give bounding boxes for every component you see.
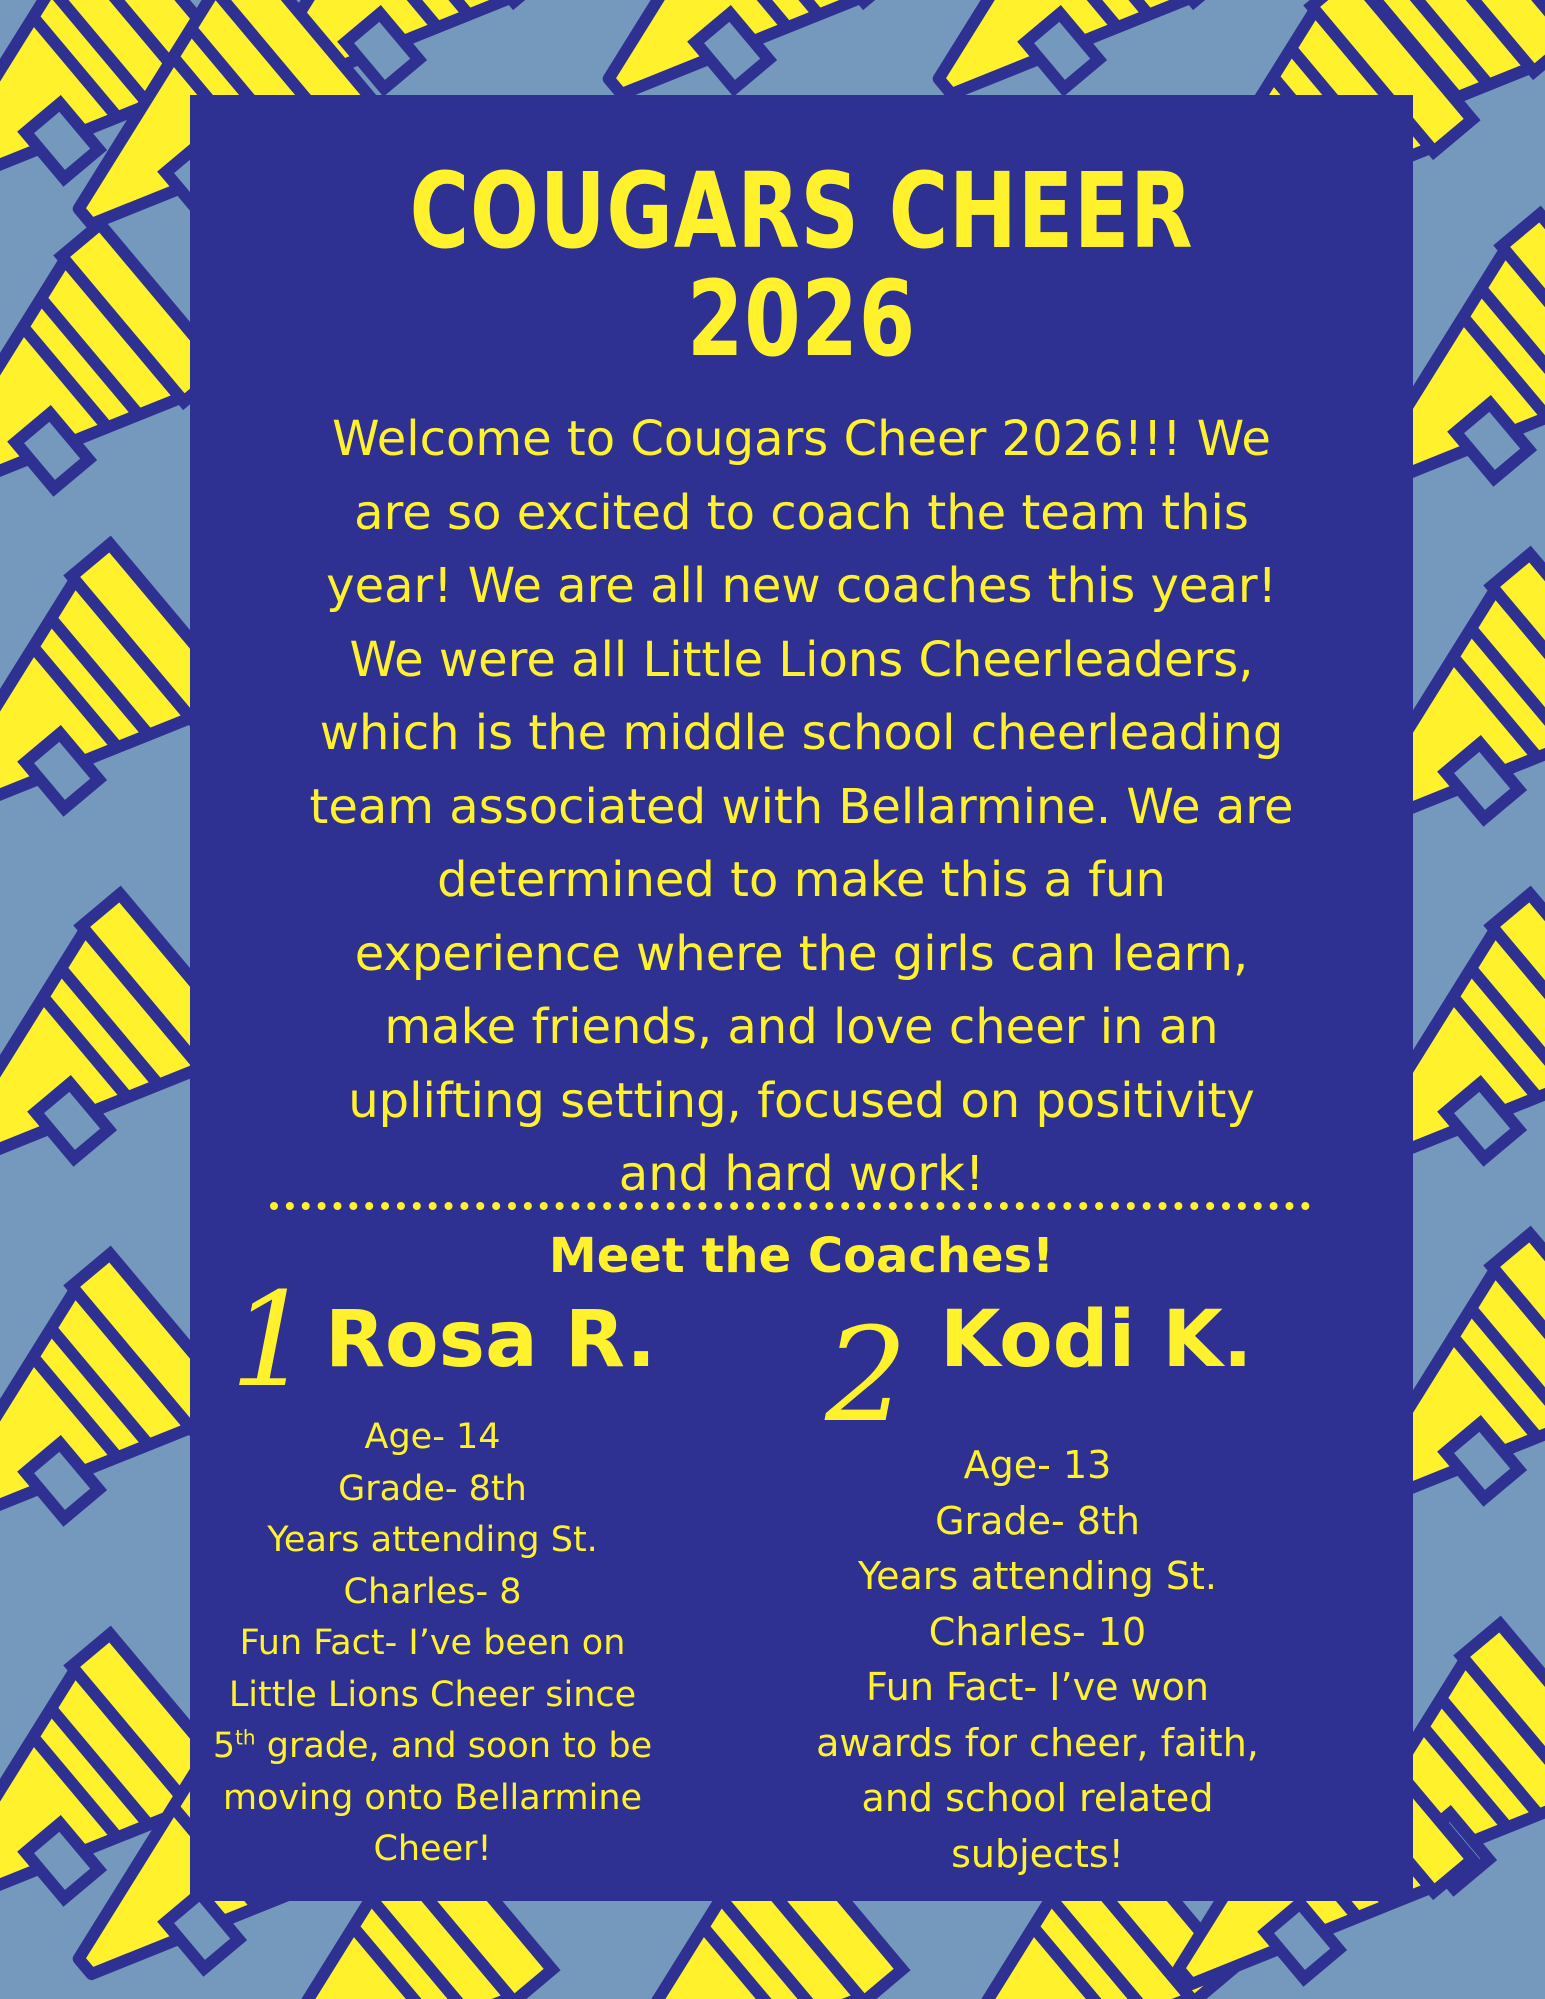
- coach-1-detail-line: [200, 1721, 665, 1773]
- coach-1-name: Rosa R.: [325, 1295, 657, 1385]
- coach-1-detail-line: Fun Fact- I’ve been on: [239, 1623, 626, 1663]
- coach-1-detail-line: moving onto Bellarmine: [222, 1777, 643, 1818]
- coach-1-grade-rest: grade, and soon to be: [255, 1726, 653, 1766]
- intro-line: are so excited to coach the team this: [354, 484, 1249, 541]
- intro-paragraph: [270, 403, 1333, 1212]
- coach-1-detail-line: Years attending St.: [267, 1520, 598, 1560]
- intro-line: Welcome to Cougars Cheer 2026!!! We: [332, 411, 1271, 467]
- title-line-1: COUGARS CHEER: [409, 150, 1194, 272]
- coach-2-detail-line: awards for cheer, faith,: [816, 1720, 1259, 1765]
- dotted-divider: [270, 1202, 1310, 1210]
- intro-line: We were all Little Lions Cheerleaders,: [349, 631, 1254, 688]
- coach-1-detail-line: Cheer!: [373, 1829, 492, 1869]
- coach-2-detail-line: Fun Fact- I’ve won: [866, 1665, 1209, 1709]
- intro-line: experience where the girls can learn,: [354, 925, 1249, 982]
- coach-1-detail-line: Little Lions Cheer since: [228, 1674, 637, 1715]
- intro-line: which is the middle school cheerleading: [319, 705, 1284, 761]
- main-panel: [190, 95, 1413, 1901]
- coach-2-detail-line: Age- 13: [963, 1443, 1112, 1487]
- coach-2-details: [805, 1438, 1270, 1882]
- coach-1-grade-number: 5: [212, 1726, 236, 1766]
- coach-2-number: 2: [825, 1299, 908, 1451]
- coach-2-detail-line: Grade- 8th: [935, 1498, 1140, 1543]
- meet-coaches-heading: Meet the Coaches!: [548, 1228, 1055, 1284]
- page-title: [325, 150, 1279, 380]
- intro-line: team associated with Bellarmine. We are: [309, 778, 1294, 835]
- intro-line: determined to make this a fun: [437, 852, 1166, 908]
- coach-1-details: [200, 1412, 665, 1876]
- coach-2-detail-line: Charles- 10: [928, 1609, 1147, 1654]
- coach-2-name: Kodi K.: [940, 1295, 1253, 1385]
- coach-1-detail-line: Grade- 8th: [338, 1468, 527, 1509]
- coach-2-detail-line: and school related: [861, 1776, 1214, 1820]
- coach-1-detail-line: Charles- 8: [343, 1571, 522, 1612]
- coach-2-detail-line: Years attending St.: [858, 1554, 1217, 1598]
- coach-1-grade-suffix: th: [235, 1725, 256, 1750]
- coach-1-number: 1: [230, 1264, 313, 1416]
- intro-line: year! We are all new coaches this year!: [326, 558, 1277, 614]
- coach-1-detail-line: Age- 14: [364, 1417, 501, 1457]
- intro-line: make friends, and love cheer in an: [384, 999, 1219, 1055]
- coach-2-detail-line: subjects!: [951, 1831, 1124, 1876]
- intro-line: and hard work!: [618, 1146, 985, 1202]
- title-line-2: 2026: [687, 258, 916, 380]
- intro-line: uplifting setting, focused on positivity: [348, 1072, 1255, 1129]
